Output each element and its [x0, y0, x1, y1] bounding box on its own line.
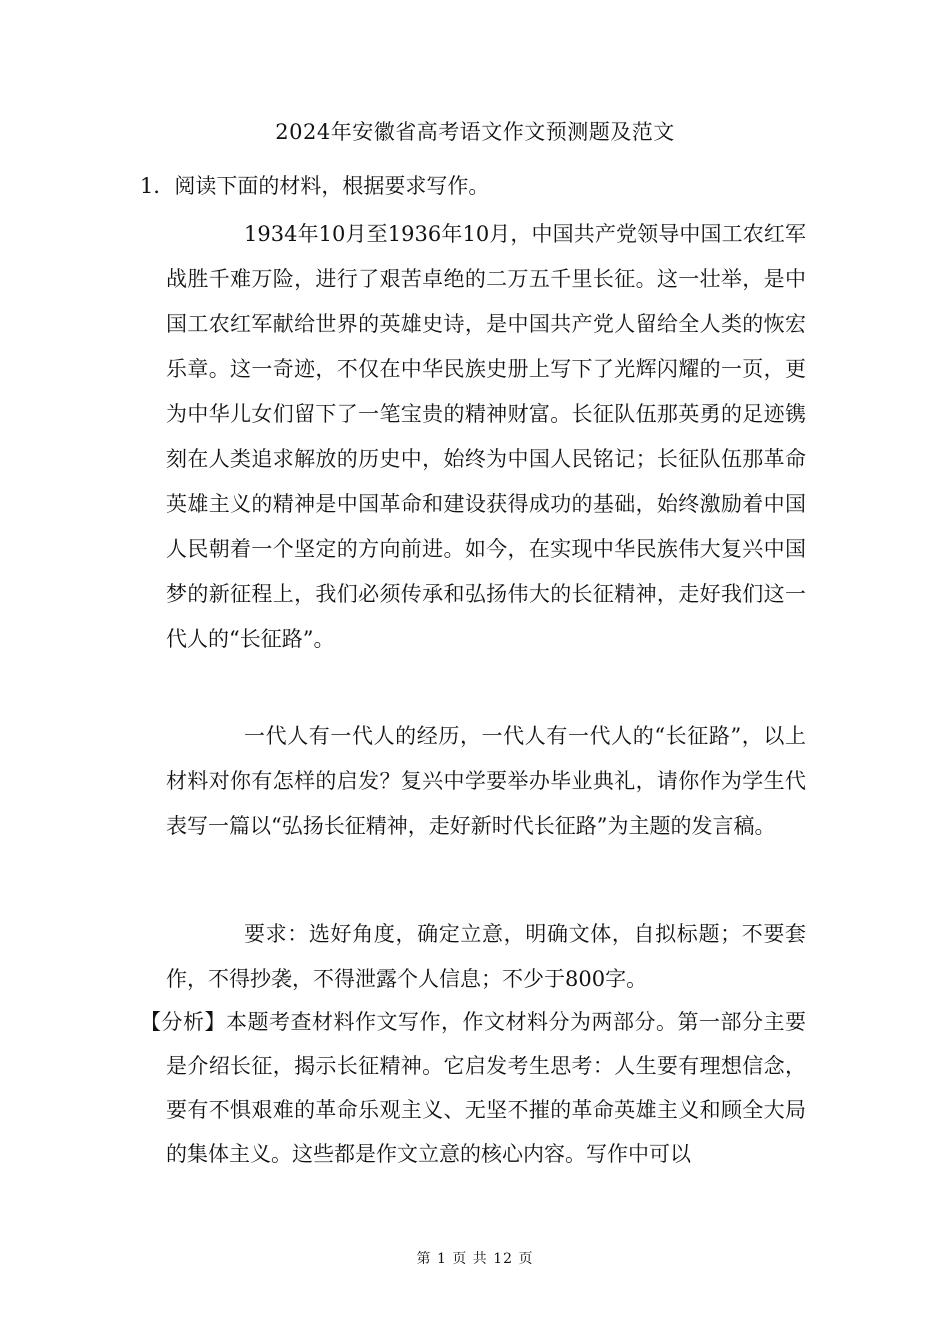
- document-title: 2024年安徽省高考语文作文预测题及范文: [275, 120, 675, 144]
- material-paragraph-1: 1934年10月至1936年10月，中国共产党领导中国工农红军战胜千难万险，进行了艰苦卓绝的二万五千里长征。这一壮举，是中国工农红军献给世界的英雄史诗，是中国共产党人留给全人类的恢宏乐章。这一奇迹，不仅在中华民族史册上写下了光辉闪耀的一页，更为中华儿女们留下了一笔宝贵的精神财富。长征队伍那英勇的足迹镌刻在人类追求解放的历史中，始终为中国人民铭记；长征队伍那革命英雄主义的精神是中国革命和建设获得成功的基础，始终激励着中国人民朝着一个坚定的方向前进。如今，在实现中华民族伟大复兴中国梦的新征程上，我们必须传承和弘扬伟大的长征精神，走好我们这一代人的“长征路”。: [166, 222, 806, 651]
- writing-requirement: 要求：选好角度，确定立意，明确文体，自拟标题；不要套作，不得抄袭，不得泄露个人信息；不少于800字。: [166, 922, 806, 991]
- analysis-text: 【分析】本题考查材料作文写作，作文材料分为两部分。第一部分主要是介绍长征，揭示长征精神。它启发考生思考：人生要有理想信念，要有不惧艰难的革命乐观主义、无坚不摧的革命英雄主义和顾全大局的集体主义。这些都是作文立意的核心内容。写作中可以: [140, 1010, 806, 1166]
- material-paragraph-2: 一代人有一代人的经历，一代人有一代人的“长征路”，以上材料对你有怎样的启发？复兴中学要举办毕业典礼，请你作为学生代表写一篇以“弘扬长征精神，走好新时代长征路”为主题的发言稿。: [166, 724, 806, 838]
- analysis-paragraph: [140, 1000, 806, 1176]
- question-heading: 1．阅读下面的材料，根据要求写作。: [140, 174, 490, 198]
- page-footer: 第 1 页 共 12 页: [416, 1251, 534, 1267]
